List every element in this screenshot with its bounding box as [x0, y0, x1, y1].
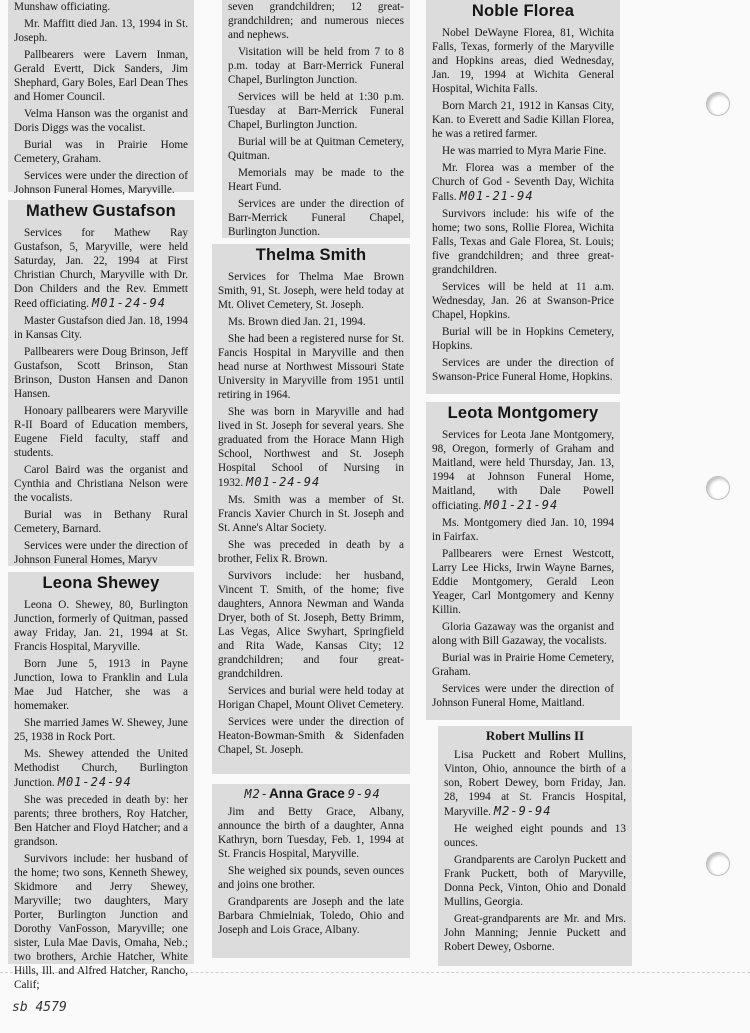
- binder-hole: [706, 852, 730, 876]
- obituary-heading: Noble Florea: [471, 2, 575, 20]
- paragraph: Ms. Montgomery died Jan. 10, 1994 in Fairfax.: [432, 517, 614, 543]
- paragraph: Born March 21, 1912 in Kansas City, Kan. to Everett and Sadie Killan Florea, he was a retired farmer.: [432, 100, 614, 140]
- paragraph-text: Mr. Florea was a member of the Church of God - Seventh Day, Wichita Falls.: [432, 162, 614, 203]
- paragraph: Services were under the direction of Johnson Funeral Homes, Maryville.: [14, 170, 188, 196]
- paragraph: [432, 161, 614, 204]
- paragraph: She had been a registered nurse for St. Fancis Hospital in Maryville and then head nurse at Northwest Missouri State University in Maryville from 1951 until retiring in 1964.: [218, 333, 404, 401]
- clipping-mathew-gustafson: [8, 200, 194, 566]
- paragraph: Services were under the direction of Johnson Funeral Homes, Maryv: [14, 540, 188, 566]
- paragraph: Survivors include: his wife of the home; two sons, Rollie Florea, Wichita Falls, Texas and Gale Florea, St. Louis; five grandchildren; and three great-grandchildren.: [432, 208, 614, 276]
- paragraph: Burial was in Prairie Home Cemetery, Graham.: [432, 652, 614, 678]
- paragraph: Services are under the direction of Barr-Merrick Funeral Chapel, Burlington Junction.: [228, 198, 404, 238]
- paragraph: Survivors include: her husband, Vincent T. Smith, of the home; five daughters, Annora Newman and Wanda Dryer, both of St. Joseph, Betty Brimm, Las Vegas, Alice Swyhart, Springfield and Rita Wade, Kansas City; 12 grandchildren; and four great-grandchildren.: [218, 570, 404, 680]
- paragraph: Services were under the direction of Heaton-Bowman-Smith & Sidenfaden Chapel, St. Joseph.: [218, 716, 404, 756]
- handwritten-date-note: 9-94: [347, 787, 381, 801]
- clipping-leota-montgomery: [426, 402, 620, 720]
- obituary-heading: Leota Montgomery: [447, 404, 599, 422]
- paragraph: [432, 428, 614, 513]
- paragraph: Pallbearers were Ernest Westcott, Larry Lee Hicks, Irwin Wayne Barnes, Eddie Montgomery, Gerald Leon Yeager, Carl Montgomery and Kenny Killin.: [432, 548, 614, 616]
- paragraph: Born June 5, 1913 in Payne Junction, Iowa to Franklin and Lula Mae Jud Hatcher, she was a homemaker.: [14, 658, 188, 712]
- handwritten-date-note: M01-24-94: [57, 775, 132, 789]
- paragraph: Grandparents are Joseph and the late Barbara Chmielniak, Toledo, Ohio and Joseph and Lois Grace, Albany.: [218, 896, 404, 936]
- paragraph: Ms. Brown died Jan. 21, 1994.: [228, 316, 366, 328]
- paragraph: Services are under the direction of Swanson-Price Funeral Home, Hopkins.: [432, 357, 614, 383]
- paragraph: She was preceded in death by: her parents; three brothers, Roy Hatcher, Ben Hatcher and Floyd Hatcher; and a grandson.: [14, 794, 188, 848]
- clipping-noble-florea: [426, 0, 620, 394]
- paragraph: Services were under the direction of Johnson Funeral Home, Maitland.: [432, 683, 614, 709]
- handwritten-date-note: M01-24-94: [91, 296, 167, 310]
- paragraph: Pallbearers were Lavern Inman, Gerald Evertt, Dick Sanders, Jim Shephard, Gary Boles, Earl Dean Thes and Homer Council.: [14, 49, 188, 103]
- paragraph: seven grandchildren; 12 great-grandchildren; and numerous nieces and nephews.: [228, 1, 404, 41]
- clipping-continued-obituary: [8, 0, 194, 196]
- paragraph: Services will be held at 1:30 p.m. Tuesday at Barr-Merrick Funeral Chapel, Burlington Junction.: [228, 91, 404, 131]
- paragraph-text: Services for Mathew Ray Gustafson, 5, Maryville, were held Saturday, Jan. 22, 1994 at First Christian Church, Maryville with Dr. Don Childers and the Rev. Emmett Reed officiating.: [14, 227, 188, 310]
- obituary-heading: Thelma Smith: [255, 246, 367, 264]
- paragraph: Master Gustafson died Jan. 18, 1994 in Kansas City.: [14, 315, 188, 341]
- paragraph: Memorials may be made to the Heart Fund.: [228, 167, 404, 193]
- binder-hole: [706, 92, 730, 116]
- paragraph-text: Services for Leota Jane Montgomery, 98, Oregon, formerly of Graham and Maitland, were held Thursday, Jan. 13, 1994 at Johnson Funeral Home, Maitland, with Dale Powell officiating.: [432, 429, 614, 512]
- paragraph: Grandparents are Carolyn Puckett and Frank Puckett, both of Maryville, Donna Peck, Vinton, Ohio and Donald Mullins, Georgia.: [444, 854, 626, 908]
- paragraph: Leona O. Shewey, 80, Burlington Junction, formerly of Quitman, passed away Friday, Jan. 21, 1994 at St. Francis Hospital, Maryville.: [14, 599, 188, 653]
- birth-heading-text: Anna Grace: [269, 786, 345, 801]
- obituary-heading: Mathew Gustafson: [26, 202, 176, 220]
- paragraph: Pallbearers were Doug Brinson, Jeff Gustafson, Scott Brinson, Stan Brinson, Duston Hansen and Danon Hansen.: [14, 346, 188, 400]
- handwritten-date-note: M01-21-94: [484, 498, 559, 512]
- paragraph: Services for Thelma Mae Brown Smith, 91, St. Joseph, were held today at Mt. Olivet Cemetery, St. Joseph.: [218, 271, 404, 311]
- paragraph: Burial was in Bethany Rural Cemetery, Barnard.: [14, 509, 188, 535]
- handwritten-date-note: M01-21-94: [459, 189, 534, 203]
- obituary-heading: Leona Shewey: [42, 574, 160, 592]
- paragraph-text: She was born in Maryville and had lived in St. Joseph for several years. She graduated from the Horace Mann High School, Northwest and St. Joseph Hospital School of Nursing in 1932.: [218, 406, 404, 489]
- clipping-leona-shewey: [8, 572, 194, 991]
- paragraph: He weighed eight pounds and 13 ounces.: [444, 823, 626, 849]
- birth-heading: Robert Mullins II: [485, 728, 585, 743]
- paragraph-text: Lisa Puckett and Robert Mullins, Vinton, Ohio, announce the birth of a son, Robert Dewey, born Friday, Jan. 28, 1994 at St. Francis Hospital, Maryville.: [444, 749, 626, 818]
- paragraph: [14, 747, 188, 790]
- paragraph: Honoary pallbearers were Maryville R-II Board of Education members, Eugene Field faculty, staff and students.: [14, 405, 188, 459]
- paragraph: [14, 226, 188, 311]
- paragraph: Burial will be in Hopkins Cemetery, Hopkins.: [432, 326, 614, 352]
- handwritten-date-note: M2-: [244, 787, 269, 801]
- paragraph: She married James W. Shewey, June 25, 1938 in Rock Port.: [14, 717, 188, 743]
- paragraph: Velma Hanson was the organist and Doris Diggs was the vocalist.: [14, 108, 188, 134]
- paragraph-text: Ms. Shewey attended the United Methodist Church, Burlington Junction.: [14, 748, 188, 789]
- handwritten-date-note: M01-24-94: [246, 475, 321, 489]
- clipping-continued-leona-shewey: [222, 0, 410, 238]
- paragraph: She was preceded in death by a brother, Felix R. Brown.: [218, 539, 404, 565]
- paragraph: Visitation will be held from 7 to 8 p.m. today at Barr-Merrick Funeral Chapel, Burlington Junction.: [228, 46, 404, 86]
- paragraph: Great-grandparents are Mr. and Mrs. John Manning; Jennie Puckett and Robert Dewey, Osborne.: [444, 913, 626, 953]
- paragraph: Mr. Maffitt died Jan. 13, 1994 in St. Joseph.: [14, 18, 188, 44]
- paragraph: Ms. Smith was a member of St. Francis Xavier Church in St. Joseph and St. Anne's Altar Society.: [218, 494, 404, 534]
- paragraph: Carol Baird was the organist and Cynthia and Christiana Nelson were the vocalists.: [14, 464, 188, 504]
- paragraph: [218, 405, 404, 490]
- paragraph: Gloria Gazaway was the organist and along with Bill Gazaway, the vocalists.: [432, 621, 614, 647]
- paragraph: Services will be held at 11 a.m. Wednesday, Jan. 26 at Swanson-Price Chapel, Hopkins.: [432, 281, 614, 321]
- paragraph: Services and burial were held today at Horigan Chapel, Mount Olivet Cemetery.: [218, 685, 404, 711]
- paragraph: Jim and Betty Grace, Albany, announce the birth of a daughter, Anna Kathryn, born Tuesday, Feb. 1, 1994 at St. Francis Hospital, Maryville.: [218, 806, 404, 860]
- paragraph: Munshaw officiating.: [14, 1, 111, 13]
- handwritten-date-note: M2-9-94: [493, 804, 552, 818]
- catalog-number: sb 4579: [12, 1000, 67, 1015]
- clipping-thelma-smith: [212, 244, 410, 774]
- paragraph: Survivors include: her husband of the home; two sons, Kenneth Shewey, Skidmore and Jerry Shewey, Maryville; two daughters, Mary Porter, Burlington Junction and Dorothy VanFosson, Maryville; one sister, Lula Mae Davis, Omaha, Neb.; two brothers, Archie Hatcher, White Hills, Ill. and Alfred Hatcher, Rancho, Calif;: [14, 853, 188, 991]
- paragraph: Nobel DeWayne Florea, 81, Wichita Falls, Texas, formerly of the Maryville and Hopkins areas, died Wednesday, Jan. 19, 1994 at Wichita General Hospital, Wichita Falls.: [432, 27, 614, 95]
- birth-heading: [218, 786, 404, 801]
- paragraph: He was married to Myra Marie Fine.: [442, 145, 607, 157]
- binder-hole: [706, 476, 730, 500]
- paragraph: [444, 748, 626, 819]
- clipping-anna-grace: [212, 784, 410, 958]
- paragraph: Burial will be at Quitman Cemetery, Quitman.: [228, 136, 404, 162]
- paragraph: She weighed six pounds, seven ounces and joins one brother.: [218, 865, 404, 891]
- paragraph: Burial was in Prairie Home Cemetery, Graham.: [14, 139, 188, 165]
- clipping-robert-mullins: [438, 726, 632, 966]
